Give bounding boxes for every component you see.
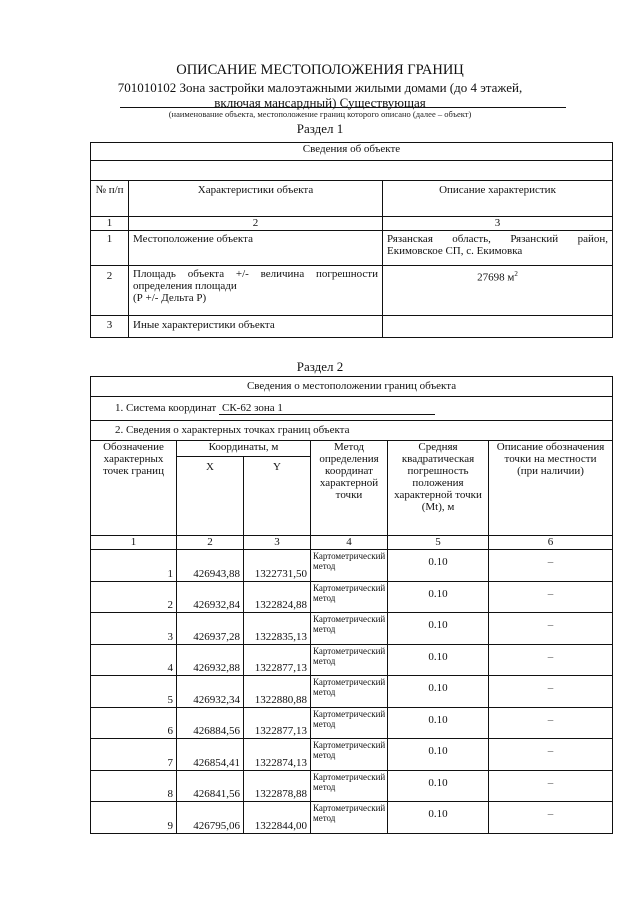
point-number: 8 [91, 770, 177, 802]
point-method: Картометрический метод [311, 613, 388, 645]
point-number: 7 [91, 739, 177, 771]
col-number: 3 [383, 217, 613, 231]
row-characteristic: Местоположение объекта [129, 231, 383, 266]
point-x: 426932,84 [177, 581, 244, 613]
point-method: Картометрический метод [311, 707, 388, 739]
col-header-description: Описание характеристик [383, 181, 613, 217]
table-row [91, 316, 613, 338]
point-description: – [489, 739, 613, 771]
table-row [91, 266, 613, 316]
table-row [91, 581, 613, 613]
row-characteristic: Иные характеристики объекта [129, 316, 383, 338]
document-title: ОПИСАНИЕ МЕСТОПОЛОЖЕНИЯ ГРАНИЦ [176, 62, 464, 78]
object-name-underline [120, 107, 566, 108]
point-y: 1322877,13 [244, 707, 311, 739]
boundary-table-title: Сведения о местоположении границ объекта [91, 377, 613, 397]
point-method: Картометрический метод [311, 676, 388, 708]
row-description: Рязанская область, Рязанский район, Екимовское СП, с. Екимовка [383, 231, 613, 266]
point-y: 1322874,13 [244, 739, 311, 771]
header-accuracy: Средняя квадратическая погрешность положения характерной точки (Mt), м [388, 441, 489, 536]
point-number: 3 [91, 613, 177, 645]
point-description: – [489, 644, 613, 676]
table-row [91, 770, 613, 802]
table-row [91, 802, 613, 834]
point-accuracy: 0.10 [388, 676, 489, 708]
point-x: 426943,88 [177, 550, 244, 582]
table-row [91, 739, 613, 771]
point-y: 1322844,00 [244, 802, 311, 834]
point-accuracy: 0.10 [388, 770, 489, 802]
header-point-description: Описание обозначения точки на местности (при наличии) [489, 441, 613, 536]
point-accuracy: 0.10 [388, 581, 489, 613]
row-number: 2 [91, 266, 129, 316]
point-accuracy: 0.10 [388, 550, 489, 582]
table-row [91, 550, 613, 582]
col-number: 6 [489, 536, 613, 550]
col-header-no: № п/п [91, 181, 129, 217]
col-number: 5 [388, 536, 489, 550]
point-method: Картометрический метод [311, 550, 388, 582]
point-description: – [489, 676, 613, 708]
point-description: – [489, 581, 613, 613]
point-number: 5 [91, 676, 177, 708]
table-row [91, 676, 613, 708]
point-x: 426854,41 [177, 739, 244, 771]
point-method: Картометрический метод [311, 739, 388, 771]
point-method: Картометрический метод [311, 770, 388, 802]
point-y: 1322835,13 [244, 613, 311, 645]
point-method: Картометрический метод [311, 802, 388, 834]
point-accuracy: 0.10 [388, 613, 489, 645]
coord-system-row [91, 397, 613, 421]
header-coordinates: Координаты, м [177, 441, 311, 457]
coord-system-label: 1. Система координат [115, 402, 217, 414]
point-method: Картометрический метод [311, 581, 388, 613]
row-characteristic-formula: (Р +/- Дельта Р) [133, 292, 207, 304]
point-description: – [489, 613, 613, 645]
object-name [0, 80, 640, 110]
header-method: Метод определения координат характерной точки [311, 441, 388, 536]
row-characteristic [129, 266, 383, 316]
col-number: 1 [91, 536, 177, 550]
coord-system-value: СК-62 зона 1 [219, 402, 435, 415]
point-x: 426932,88 [177, 644, 244, 676]
point-number: 6 [91, 707, 177, 739]
col-number: 1 [91, 217, 129, 231]
point-method: Картометрический метод [311, 644, 388, 676]
object-name-line2: включая мансардный) Существующая [214, 95, 426, 110]
row-description [383, 266, 613, 316]
row-number: 1 [91, 231, 129, 266]
area-value: 27698 м [477, 271, 515, 284]
point-number: 9 [91, 802, 177, 834]
header-y: Y [244, 457, 311, 536]
point-description: – [489, 770, 613, 802]
point-y: 1322878,88 [244, 770, 311, 802]
point-x: 426841,56 [177, 770, 244, 802]
table-row [91, 613, 613, 645]
point-accuracy: 0.10 [388, 739, 489, 771]
point-y: 1322731,50 [244, 550, 311, 582]
point-description: – [489, 802, 613, 834]
points-info-label: 2. Сведения о характерных точках границ объекта [91, 421, 613, 441]
col-number: 4 [311, 536, 388, 550]
point-x: 426937,28 [177, 613, 244, 645]
point-accuracy: 0.10 [388, 644, 489, 676]
point-number: 2 [91, 581, 177, 613]
blank-row [91, 161, 613, 181]
point-y: 1322824,88 [244, 581, 311, 613]
row-number: 3 [91, 316, 129, 338]
col-number: 2 [177, 536, 244, 550]
table-row [91, 707, 613, 739]
object-info-table-title: Сведения об объекте [91, 143, 613, 161]
header-x: X [177, 457, 244, 536]
area-unit-exponent: 2 [514, 270, 518, 278]
point-y: 1322880,88 [244, 676, 311, 708]
point-description: – [489, 550, 613, 582]
object-name-line1: 701010102 Зона застройки малоэтажными жилыми домами (до 4 этажей, [117, 80, 523, 95]
col-number: 3 [244, 536, 311, 550]
table-row [91, 231, 613, 266]
point-accuracy: 0.10 [388, 802, 489, 834]
point-description: – [489, 707, 613, 739]
row-description [383, 316, 613, 338]
row-characteristic-text: Площадь объекта +/- величина погрешности определения площади [133, 268, 378, 292]
table-row [91, 644, 613, 676]
col-header-characteristics: Характеристики объекта [129, 181, 383, 217]
object-info-table [90, 142, 613, 338]
header-designation: Обозначение характерных точек границ [91, 441, 177, 536]
point-y: 1322877,13 [244, 644, 311, 676]
point-x: 426932,34 [177, 676, 244, 708]
point-accuracy: 0.10 [388, 707, 489, 739]
point-x: 426884,56 [177, 707, 244, 739]
section2-title: Раздел 2 [296, 359, 344, 374]
section1-title: Раздел 1 [296, 121, 344, 136]
point-number: 1 [91, 550, 177, 582]
point-number: 4 [91, 644, 177, 676]
object-caption: (наименование объекта, местоположение границ которого описано (далее – объект) [168, 109, 472, 119]
col-number: 2 [129, 217, 383, 231]
point-x: 426795,06 [177, 802, 244, 834]
boundary-points-table [90, 376, 613, 834]
